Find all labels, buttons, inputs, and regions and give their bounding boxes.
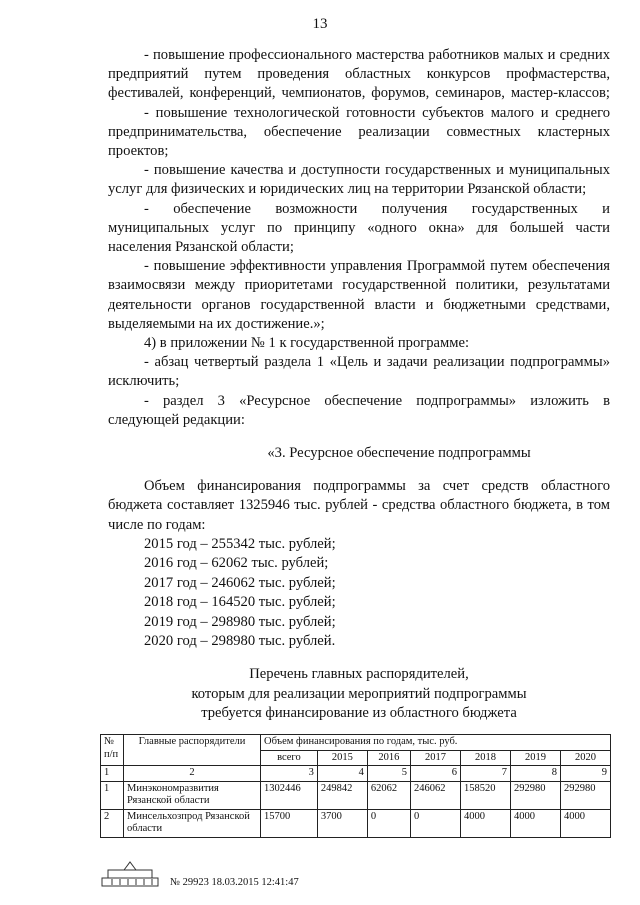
header-name: Главные распорядители	[124, 735, 261, 766]
row-value: 249842	[317, 781, 367, 809]
row-name: Минсельхозпрод Рязанской области	[124, 809, 261, 837]
table-title-line: Перечень главных распорядителей,	[249, 666, 469, 683]
header-year: 2016	[367, 750, 410, 766]
header-year: 2018	[460, 750, 510, 766]
table-title	[108, 665, 610, 723]
section-heading: «3. Ресурсное обеспечение подпрограммы	[267, 445, 531, 462]
footer	[100, 860, 299, 888]
years-list	[108, 535, 610, 651]
header-num: № п/п	[101, 735, 124, 766]
row-value: 158520	[460, 781, 510, 809]
table-header-row	[101, 735, 611, 751]
year-line: 2017 год – 246062 тыс. рублей;	[144, 574, 336, 591]
allocation-table	[100, 734, 611, 838]
header-year: всего	[261, 750, 318, 766]
row-value: 292980	[560, 781, 610, 809]
government-building-logo	[100, 860, 160, 888]
row-value: 4000	[560, 809, 610, 837]
funding-paragraph: Объем финансирования подпрограммы за счет средств областного бюджета составляет 1325946 тыс. рублей - средства областного бюджета, в том числе по годам:	[108, 478, 610, 533]
index-cell: 3	[261, 766, 318, 782]
index-cell: 4	[317, 766, 367, 782]
paragraph-6: 4) в приложении № 1 к государственной программе:	[144, 335, 470, 352]
index-cell: 5	[367, 766, 410, 782]
row-value: 15700	[261, 809, 318, 837]
year-line: 2020 год – 298980 тыс. рублей.	[144, 632, 336, 649]
row-value: 62062	[367, 781, 410, 809]
index-cell: 8	[510, 766, 560, 782]
index-cell: 6	[410, 766, 460, 782]
row-name: Минэкономразвития Рязанской области	[124, 781, 261, 809]
paragraph-8: - раздел 3 «Ресурсное обеспечение подпрограммы» изложить в следующей редакции:	[108, 392, 610, 428]
header-year: 2017	[410, 750, 460, 766]
row-num: 2	[101, 809, 124, 837]
table-row	[101, 781, 611, 809]
paragraph-5: - повышение эффективности управления Программой путем обеспечения взаимосвязи между приоритетами государственной политики, результатами деятельности органов государственной власти и бюджетными средствами, выделяемыми на их достижение.»;	[108, 258, 610, 332]
index-cell: 7	[460, 766, 510, 782]
paragraph-2: - повышение технологической готовности субъектов малого и среднего предпринимательства, обеспечение реализации совместных кластерных проектов;	[108, 104, 610, 160]
paragraph-3: - повышение качества и доступности государственных и муниципальных услуг для физических и юридических лиц на территории Рязанской области;	[108, 162, 610, 198]
paragraph-7: - абзац четвертый раздела 1 «Цель и задачи реализации подпрограммы» исключить;	[108, 354, 610, 390]
row-value: 4000	[460, 809, 510, 837]
page-number: 13	[312, 16, 328, 32]
table-title-line: требуется финансирование из областного бюджета	[201, 704, 517, 721]
year-line: 2015 год – 255342 тыс. рублей;	[144, 535, 336, 552]
table-title-line: которым для реализации мероприятий подпрограммы	[191, 685, 527, 702]
paragraph-4: - обеспечение возможности получения государственных и муниципальных услуг по принципу «одного окна» для большей части населения Рязанской области;	[108, 200, 610, 256]
row-value: 292980	[510, 781, 560, 809]
index-cell: 1	[101, 766, 124, 782]
header-year: 2019	[510, 750, 560, 766]
year-line: 2018 год – 164520 тыс. рублей;	[144, 594, 336, 611]
document-body	[108, 46, 610, 723]
document-stamp: № 29923 18.03.2015 12:41:47	[170, 877, 299, 888]
table-row	[101, 809, 611, 837]
row-num: 1	[101, 781, 124, 809]
header-group: Объем финансирования по годам, тыс. руб.	[261, 735, 611, 751]
row-value: 0	[410, 809, 460, 837]
table-index-row	[101, 766, 611, 782]
header-year: 2020	[560, 750, 610, 766]
index-cell: 2	[124, 766, 261, 782]
row-value: 4000	[510, 809, 560, 837]
header-year: 2015	[317, 750, 367, 766]
index-cell: 9	[560, 766, 610, 782]
row-value: 0	[367, 809, 410, 837]
year-line: 2016 год – 62062 тыс. рублей;	[144, 555, 329, 572]
row-value: 246062	[410, 781, 460, 809]
row-value: 1302446	[261, 781, 318, 809]
paragraph-1: - повышение профессионального мастерства работников малых и средних предприятий путем проведения областных конкурсов профмастерства, фестивалей, конференций, чемпионатов, форумов, семинаров, мастер-классов;	[108, 47, 610, 102]
year-line: 2019 год – 298980 тыс. рублей;	[144, 613, 336, 630]
row-value: 3700	[317, 809, 367, 837]
